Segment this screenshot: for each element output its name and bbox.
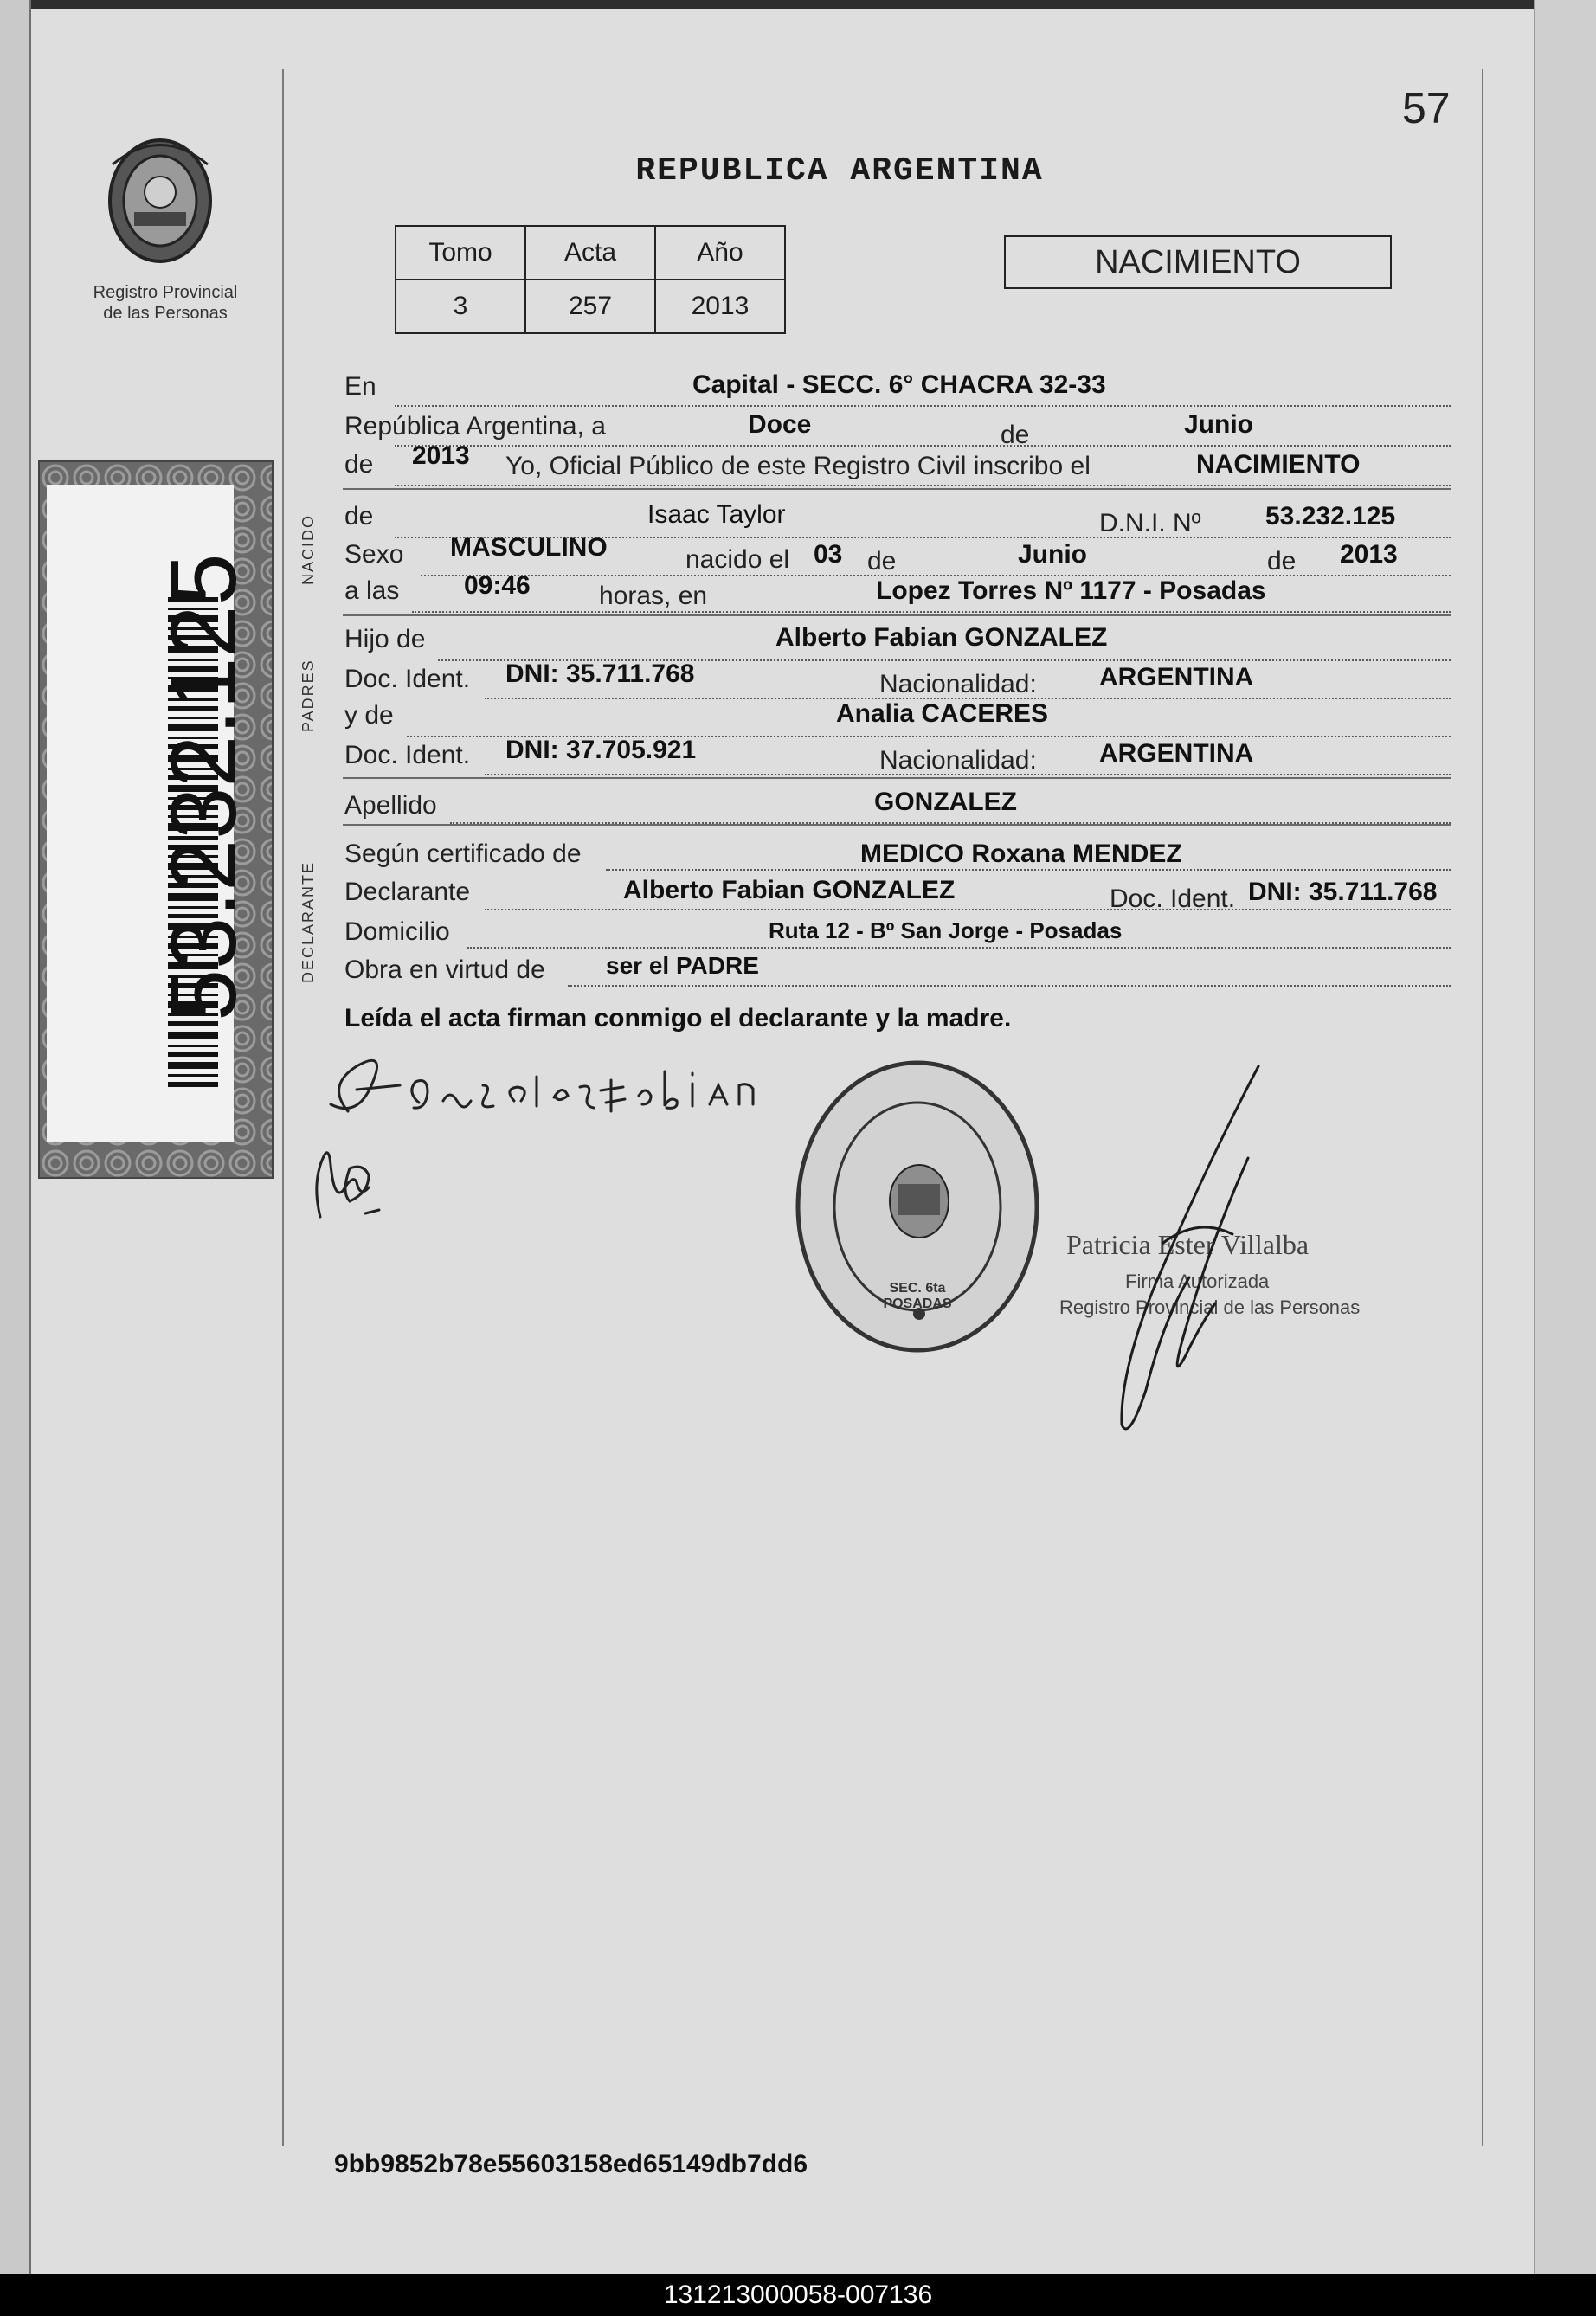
value-dni: 53.232.125 [1265, 502, 1396, 531]
value-dia: Doce [748, 410, 812, 439]
value-sexo: MASCULINO [450, 533, 608, 562]
value-apellido: GONZALEZ [874, 788, 1017, 816]
value-nac-mes: Junio [1018, 540, 1087, 569]
section-padres: PADRES [299, 659, 317, 732]
label-padre-doc: Doc. Ident. [344, 665, 471, 693]
value-mes: Junio [1184, 410, 1253, 439]
record-value-anio: 2013 [655, 280, 785, 333]
value-hora: 09:46 [464, 571, 531, 600]
officer-signature [1103, 1061, 1276, 1437]
divider-3 [343, 777, 1451, 779]
officer-name: Patricia Ester Villalba [1066, 1229, 1310, 1260]
label-de-mes: de [1001, 421, 1030, 449]
value-nac-dia: 03 [814, 540, 843, 569]
label-hijo-de: Hijo de [344, 625, 426, 653]
side-id-label [47, 485, 255, 1142]
label-de-nac-anio: de [1267, 547, 1297, 576]
page-left-edge [0, 0, 31, 2274]
officer-office: Registro Provincial de las Personas [1059, 1296, 1361, 1318]
label-republica: República Argentina, a [344, 412, 606, 441]
record-header-anio: Año [655, 226, 785, 280]
page-number: 57 [1402, 84, 1451, 132]
value-nombre: Isaac Taylor [647, 500, 786, 529]
label-horas-en: horas, en [599, 582, 708, 610]
stamp-inner-text: SEC. 6ta POSADAS [883, 1281, 952, 1311]
label-madre-nacionalidad: Nacionalidad: [879, 746, 1037, 775]
value-domicilio: Ruta 12 - Bº San Jorge - Posadas [769, 917, 1123, 943]
record-header-tomo: Tomo [396, 226, 525, 280]
label-nacido-el: nacido el [685, 545, 790, 574]
label-de-nac-mes: de [867, 547, 897, 576]
label-padre-nacionalidad: Nacionalidad: [879, 670, 1037, 698]
closing-sentence: Leída el acta firman conmigo el declarante y la madre. [344, 1004, 1012, 1033]
value-tipo: NACIMIENTO [1196, 450, 1361, 479]
value-padre-doc: DNI: 35.711.768 [505, 659, 695, 688]
value-nac-anio: 2013 [1340, 540, 1398, 569]
label-declarante: Declarante [344, 878, 471, 906]
officer-title: Firma Autorizada [1125, 1271, 1270, 1292]
value-madre-nac: ARGENTINA [1099, 739, 1254, 768]
section-declarante: DECLARANTE [299, 860, 317, 983]
label-obra: Obra en virtud de [344, 955, 545, 984]
record-type-box: NACIMIENTO [1004, 235, 1392, 289]
divider-1 [343, 488, 1451, 490]
label-apellido: Apellido [344, 791, 437, 820]
value-lugar-nac: Lopez Torres Nº 1177 - Posadas [876, 576, 1266, 605]
label-sexo: Sexo [344, 540, 404, 569]
value-madre-doc: DNI: 37.705.921 [505, 736, 697, 764]
value-padre-nac: ARGENTINA [1099, 663, 1254, 692]
registry-seal [95, 130, 225, 277]
label-a-las: a las [344, 576, 400, 605]
registry-name [83, 282, 248, 324]
record-value-acta: 257 [525, 280, 655, 333]
divider-4 [343, 824, 1451, 826]
mother-signature [305, 1130, 400, 1234]
country-title: REPUBLICA ARGENTINA [635, 152, 1044, 190]
divider-2 [343, 614, 1451, 616]
label-oficial: Yo, Oficial Público de este Registro Civil inscribo el [505, 452, 1091, 480]
record-header-acta: Acta [525, 226, 655, 280]
page-right-edge [1534, 0, 1596, 2274]
label-declarante-doc: Doc. Ident. [1110, 885, 1236, 913]
footer-code: 131213000058-007136 [0, 2274, 1596, 2316]
label-segun: Según certificado de [344, 840, 582, 868]
label-de-anio: de [344, 450, 374, 479]
label-domicilio: Domicilio [344, 917, 450, 946]
right-margin-line [1482, 69, 1483, 2146]
value-declarante: Alberto Fabian GONZALEZ [623, 876, 956, 904]
label-madre-doc: Doc. Ident. [344, 741, 471, 769]
value-declarante-doc: DNI: 35.711.768 [1248, 878, 1438, 906]
side-id-number: 53.232.125 [151, 553, 255, 1021]
declarant-signature [322, 1042, 824, 1137]
record-value-tomo: 3 [396, 280, 525, 333]
value-madre: Analia CACERES [836, 699, 1049, 728]
value-certificado: MEDICO Roxana MENDEZ [860, 840, 1182, 868]
value-lugar: Capital - SECC. 6° CHACRA 32-33 [692, 370, 1106, 399]
label-de-nombre: de [344, 502, 374, 531]
official-stamp [789, 1054, 1046, 1359]
document-hash: 9bb9852b78e55603158ed65149db7dd6 [334, 2150, 808, 2178]
value-anio: 2013 [412, 441, 470, 470]
section-nacido: NACIDO [299, 513, 317, 585]
registry-name-line2: de las Personas [103, 304, 228, 323]
label-dni: D.N.I. Nº [1099, 509, 1201, 537]
value-obra: ser el PADRE [606, 952, 759, 979]
value-padre: Alberto Fabian GONZALEZ [775, 623, 1108, 652]
left-margin-line [282, 69, 284, 2146]
label-en: En [344, 372, 376, 401]
record-table [395, 225, 786, 334]
label-y-de: y de [344, 701, 394, 730]
registry-name-line1: Registro Provincial [93, 283, 238, 302]
